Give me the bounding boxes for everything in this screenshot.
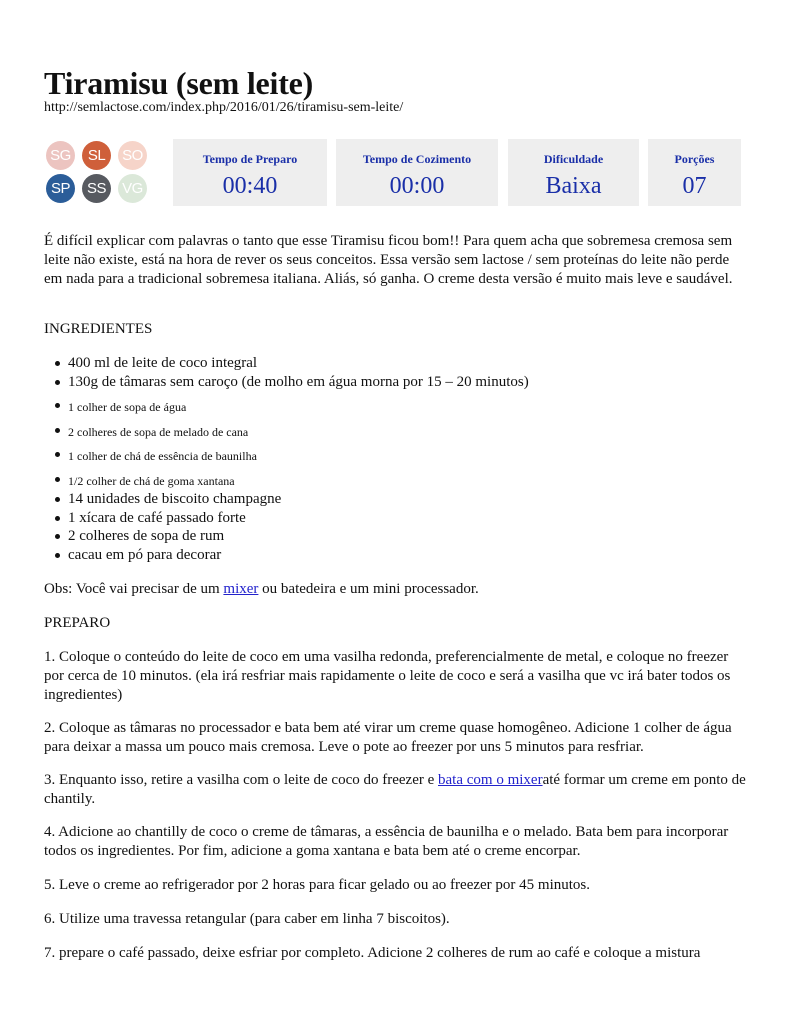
info-value: 00:00: [389, 173, 445, 199]
list-item: 1/2 colher de chá de goma xantana: [68, 474, 235, 488]
info-label: Tempo de Cozimento: [362, 152, 472, 166]
badge-sl: SL: [82, 141, 111, 170]
list-item: 14 unidades de biscoito champagne: [68, 491, 282, 507]
info-label: Tempo de Preparo: [202, 152, 298, 166]
badge-vg: VG: [118, 174, 147, 203]
badge-ss: SS: [82, 174, 111, 203]
list-item: cacau em pó para decorar: [68, 547, 222, 563]
page-title: Tiramisu (sem leite): [44, 65, 314, 101]
obs-text: Obs: Você vai precisar de um: [44, 581, 224, 597]
info-difficulty: [508, 139, 639, 206]
list-item: 130g de tâmaras sem caroço (de molho em água morna por 15 – 20 minutos): [68, 374, 529, 390]
intro-paragraph: É difícil explicar com palavras o tanto que esse Tiramisu ficou bom!! Para quem acha que sobremesa cremosa sem leite não existe, está na hora de rever os seus conceitos. Essa versão sem lactose / sem proteínas do leite não perde em nada para a tradicional sobremesa italiana. Aliás, só ganha. O creme desta versão é muito mais leve e saudável.: [44, 233, 733, 287]
step-2: 2. Coloque as tâmaras no processador e bata bem até virar um creme quase homogêneo. Adicione 1 colher de água para deixar a massa um pouco mais cremosa. Leve o pote ao freezer por uns 5 minutos para resfriar.: [44, 720, 732, 755]
info-value: Baixa: [545, 173, 602, 199]
step-5: 5. Leve o creme ao refrigerador por 2 horas para ficar gelado ou ao freezer por 45 minutos.: [44, 877, 590, 893]
obs-text: ou batedeira e um mini processador.: [258, 581, 479, 597]
mixer-link[interactable]: mixer: [223, 581, 259, 597]
mixer-step-link[interactable]: bata com o mixer: [438, 772, 543, 788]
info-value: 00:40: [222, 173, 278, 199]
preparo-heading: PREPARO: [44, 615, 111, 631]
diet-badges: [46, 141, 152, 205]
step-4: 4. Adicione ao chantilly de coco o creme de tâmaras, a essência de baunilha e o melado. Bata bem para incorporar todos os ingredientes. Por fim, adicione a goma xantana e bata bem até o creme encorpar.: [44, 824, 729, 859]
info-cook-time: [336, 139, 498, 206]
badge-sg: SG: [46, 141, 75, 170]
badge-so: SO: [118, 141, 147, 170]
badge-sp: SP: [46, 174, 75, 203]
list-item: 1 colher de sopa de água: [68, 400, 187, 414]
step-1: 1. Coloque o conteúdo do leite de coco em uma vasilha redonda, preferencialmente de metal, e coloque no freezer por cerca de 10 minutos. (ela irá resfriar mais rapidamente o leite de coco e será a vasilha que vc irá bater todos os ingredientes): [44, 649, 731, 703]
list-item: 1 colher de chá de essência de baunilha: [68, 449, 257, 463]
step-6: 6. Utilize uma travessa retangular (para caber em linha 7 biscoitos).: [44, 911, 450, 927]
list-item: 400 ml de leite de coco integral: [68, 355, 258, 371]
list-item: 2 colheres de sopa de rum: [68, 528, 225, 544]
info-servings: [648, 139, 741, 206]
step-text: até formar um creme em ponto de chantily.: [44, 772, 746, 807]
info-prep-time: [173, 139, 327, 206]
list-item: 2 colheres de sopa de melado de cana: [68, 425, 249, 439]
info-value: 07: [682, 173, 707, 199]
info-label: Porções: [674, 152, 715, 166]
info-label: Dificuldade: [543, 152, 604, 166]
step-text: 3. Enquanto isso, retire a vasilha com o leite de coco do freezer e: [44, 772, 439, 788]
list-item: 1 xícara de café passado forte: [68, 510, 246, 526]
step-7: 7. prepare o café passado, deixe esfriar por completo. Adicione 2 colheres de rum ao café e coloque a mistura: [44, 945, 701, 961]
source-url: http://semlactose.com/index.php/2016/01/26/tiramisu-sem-leite/: [44, 100, 404, 115]
ingredients-heading: INGREDIENTES: [44, 321, 153, 337]
obs-note: [44, 580, 749, 599]
step-3: [44, 771, 749, 809]
